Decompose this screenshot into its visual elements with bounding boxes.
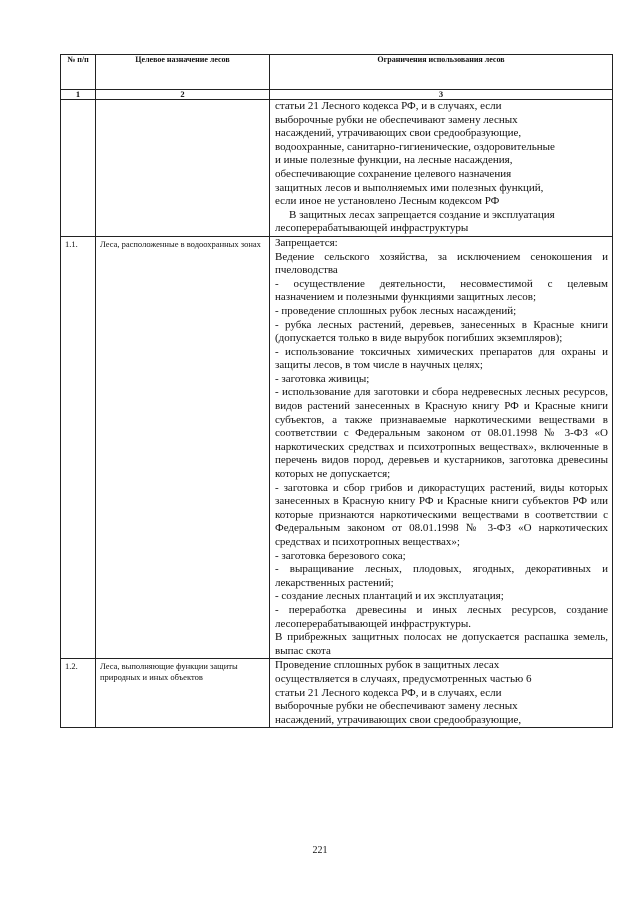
text-line: лесоперерабатывающей инфраструктуры (275, 222, 469, 235)
text-line: статьи 21 Лесного кодекса РФ, и в случаях, если (275, 686, 502, 699)
text-line: насаждений, утрачивающих свои средообразующие, (275, 127, 522, 140)
header-restrictions: Ограничения использования лесов (270, 55, 613, 90)
text-line: - осуществление деятельности, несовместимой с целевым назначением и полезными функциями защитных лесов; (275, 277, 608, 304)
text-line: насаждений, утрачивающих свои средообразующие, (275, 713, 522, 726)
text-line: защитных лесов и выполняемых ими полезных функций, (275, 181, 544, 194)
text-line: выборочные рубки не обеспечивают замену лесных (275, 700, 518, 713)
header-number: № п/п (61, 55, 96, 90)
row-restrictions (270, 100, 613, 237)
text-line: и иные полезные функции, на лесные насаждения, (275, 154, 513, 167)
text-line: водоохранные, санитарно-гигиенические, оздоровительные (275, 140, 555, 153)
text-line: - проведение сплошных рубок лесных насаждений; (275, 304, 517, 317)
text-line: - создание лесных плантаций и их эксплуатация; (275, 590, 504, 603)
table-row (61, 659, 613, 728)
header-purpose: Целевое назначение лесов (96, 55, 270, 90)
text-line: В защитных лесах запрещается создание и эксплуатация (289, 208, 555, 221)
text-line: - заготовка и сбор грибов и дикорастущих растений, виды которых занесенных в Красную книгу РФ и Красные книги субъектов РФ или которые признаются наркотическими веществами в соответствии с Федеральным законом от 08.01.1998 № 3-ФЗ «О наркотических средствах и психотропных веществах»; (275, 481, 608, 548)
text-line: - использование для заготовки и сбора недревесных лесных ресурсов, видов растений занесенных в Красную книгу РФ и Красные книги субъектов, а также признаваемые наркотическими веществами в соответствии с Федеральным законом от 08.01.1998 № 3-ФЗ «О наркотических средствах и психотропных веществах», включенные в перечень видов пород, деревьев и кустарников, заготовка древесины которых не допускается; (275, 386, 608, 481)
table-row (61, 236, 613, 658)
text-line: - использование токсичных химических препаратов для охраны и защиты лесов, в том числе в научных целях; (275, 345, 608, 372)
text-line: Запрещается: (275, 236, 338, 249)
text-line: - выращивание лесных, плодовых, ягодных, декоративных и лекарственных растений; (275, 563, 608, 589)
text-line: статьи 21 Лесного кодекса РФ, и в случаях, если (275, 100, 502, 112)
text-line: - переработка древесины и иных лесных ресурсов, создание лесоперерабатывающей инфраструктуры. (275, 603, 608, 630)
row-purpose (96, 100, 270, 237)
text-line: - заготовка живицы; (275, 372, 370, 385)
column-number: 3 (270, 90, 613, 100)
table-header-row (61, 55, 613, 90)
text-line: - заготовка березового сока; (275, 549, 406, 562)
text-line: обеспечивающие сохранение целевого назначения (275, 167, 512, 180)
row-restrictions (270, 659, 613, 728)
column-number-row (61, 90, 613, 100)
row-number: 1.2. (61, 659, 96, 728)
column-number: 2 (96, 90, 270, 100)
row-number: 1.1. (61, 236, 96, 658)
row-number (61, 100, 96, 237)
table-row (61, 100, 613, 237)
text-line: если иное не установлено Лесным кодексом РФ (275, 195, 500, 208)
text-line: В прибрежных защитных полосах не допускается распашка земель, выпас скота (275, 631, 608, 657)
text-line: Проведение сплошных рубок в защитных лесах (275, 659, 500, 672)
row-purpose: Леса, расположенные в водоохранных зонах (96, 236, 270, 658)
restrictions-table (60, 54, 613, 728)
text-line: выборочные рубки не обеспечивают замену лесных (275, 113, 518, 126)
column-number: 1 (61, 90, 96, 100)
text-line: Ведение сельского хозяйства, за исключением сенокошения и пчеловодства (275, 250, 608, 277)
page-number: 221 (312, 845, 328, 856)
row-restrictions (270, 236, 613, 658)
text-line: осуществляется в случаях, предусмотренных частью 6 (275, 672, 532, 685)
row-purpose: Леса, выполняющие функции защиты природных и иных объектов (96, 659, 270, 728)
text-line: - рубка лесных растений, деревьев, занесенных в Красные книги (допускается только в виде вырубок погибших экземпляров); (275, 318, 608, 345)
